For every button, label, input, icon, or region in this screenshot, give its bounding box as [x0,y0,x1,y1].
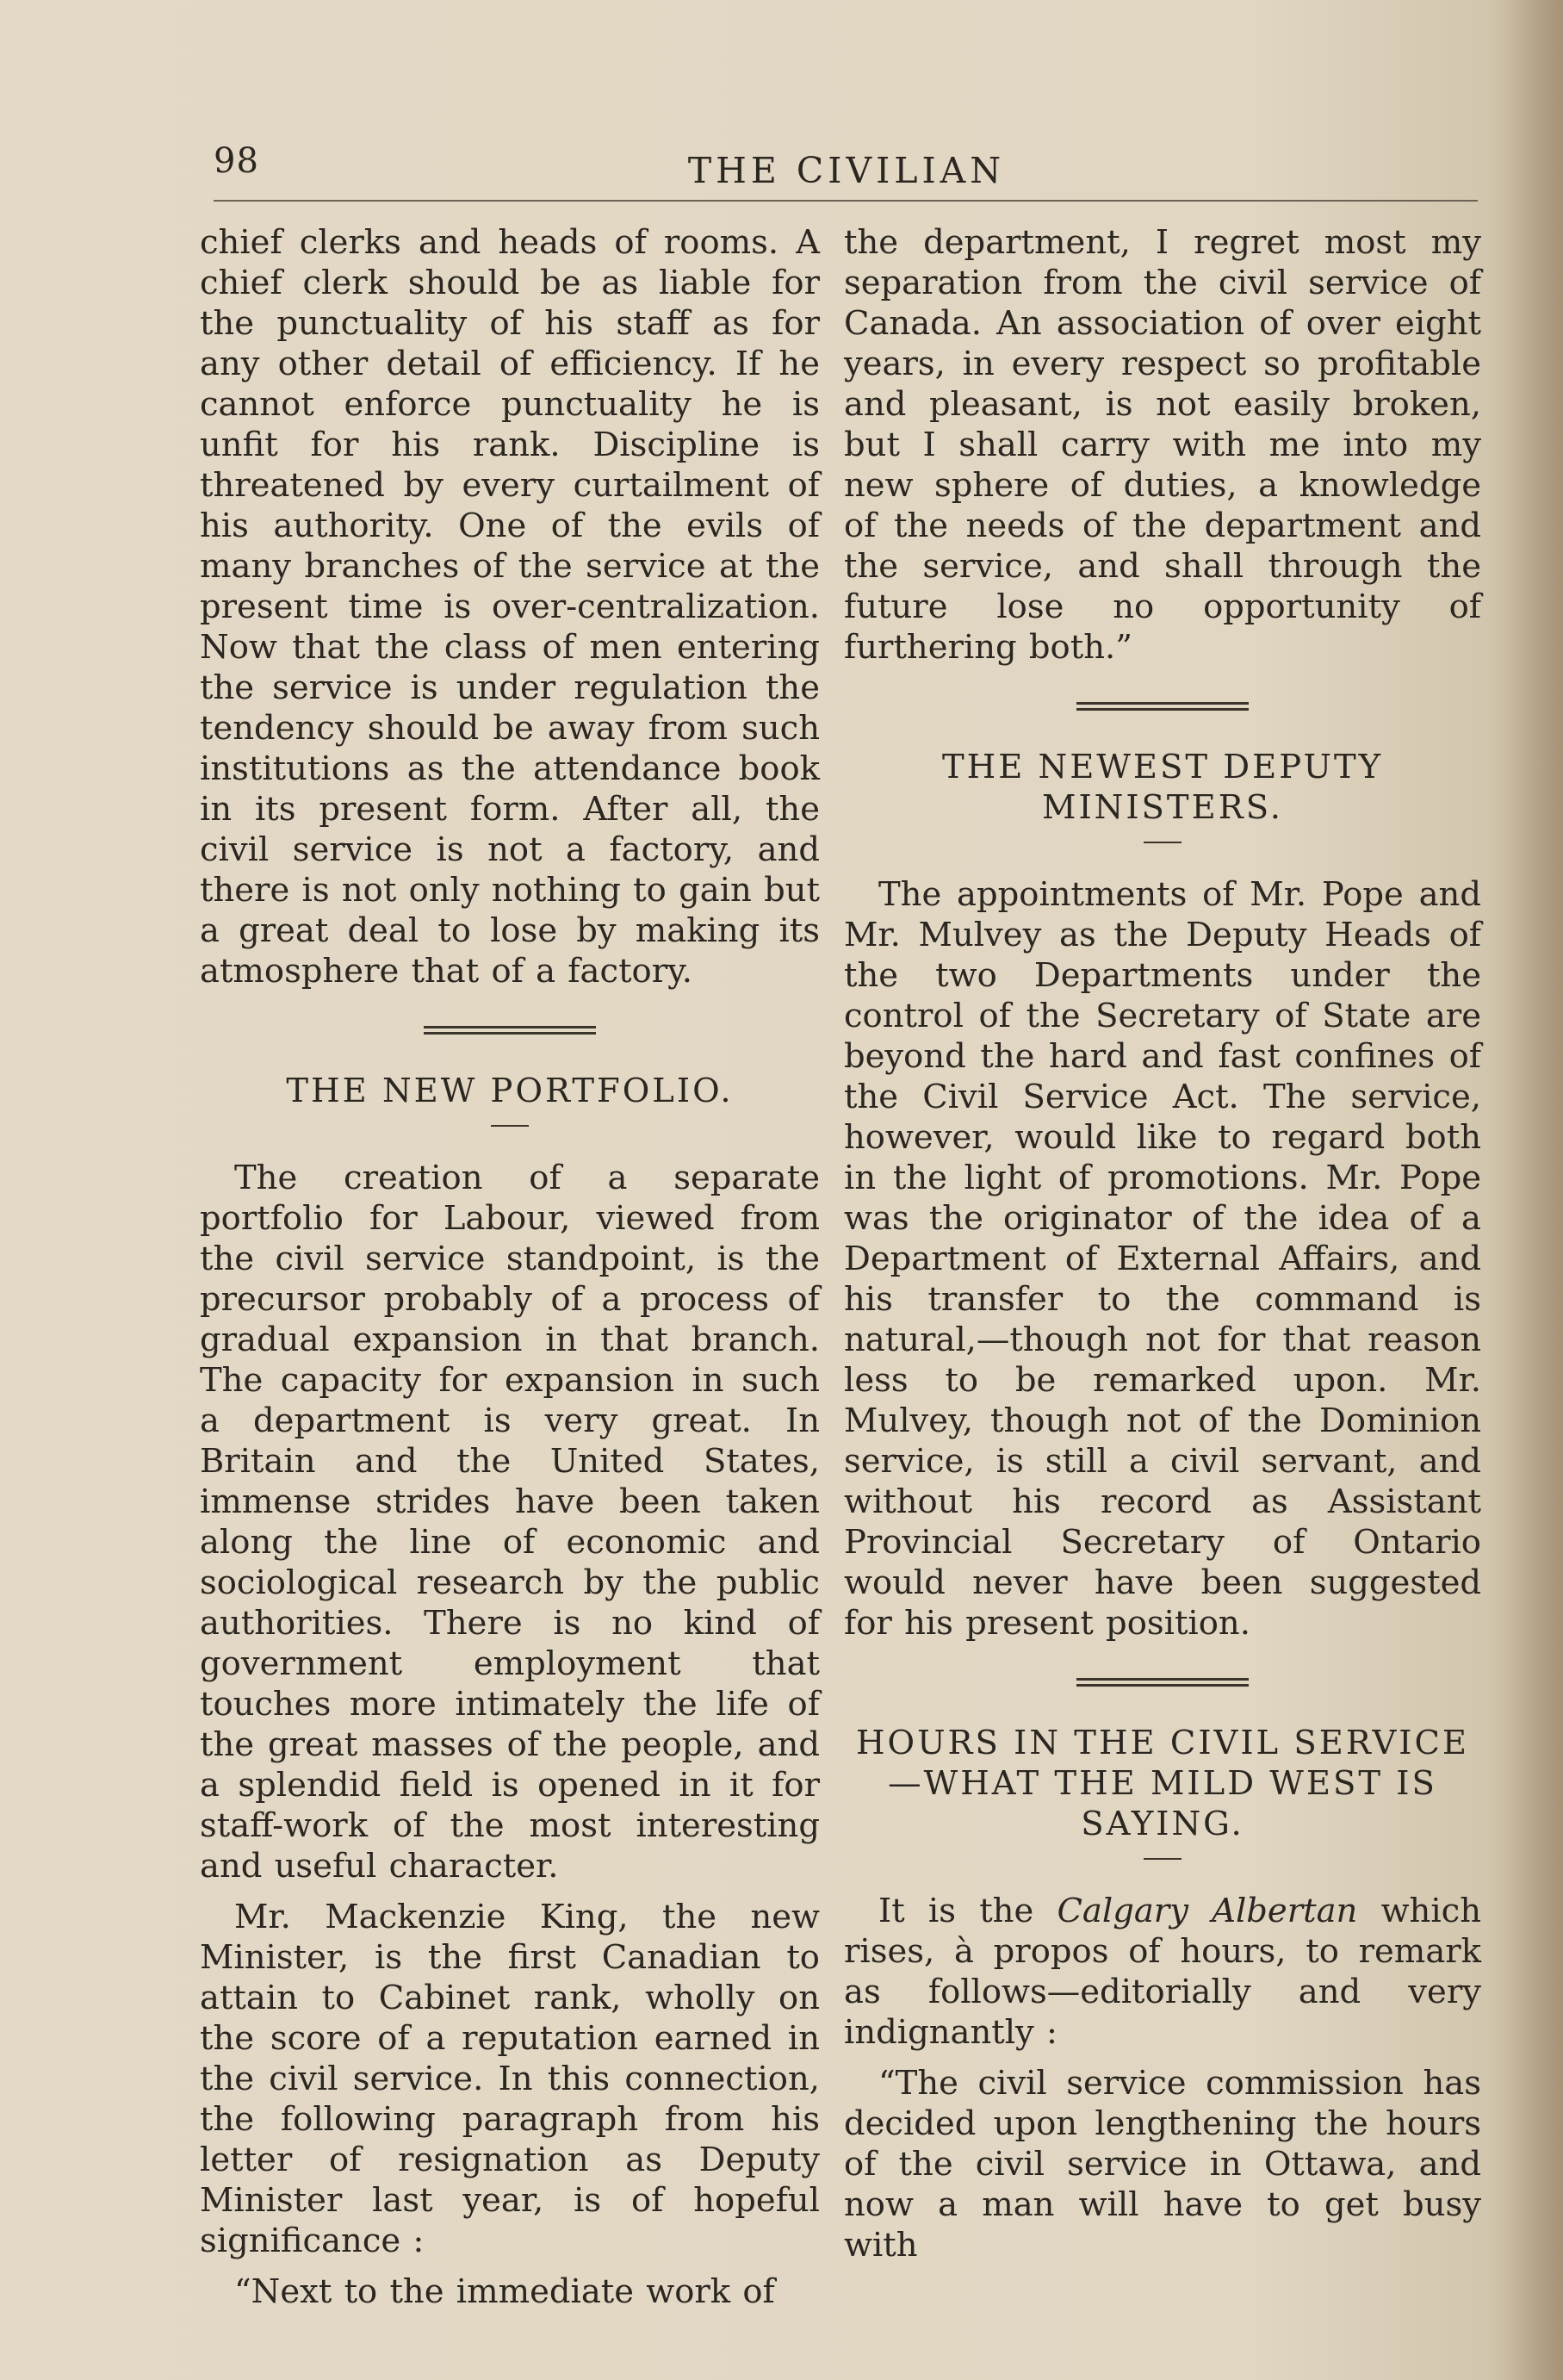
right-column [844,222,1481,2276]
left-paragraph-3: Mr. Mackenzie King, the new Minister, is the first Canadian to attain to Cabinet rank, wholly on the score of a reputation earned in the civil service. In this connection, the following paragraph from his letter of resignation as Deputy Minister last year, is of hopeful significance : [200,1898,820,2260]
heading-newest-deputy-ministers: THE NEWEST DEPUTY MINISTERS. [941,748,1384,827]
paragraph-text: It is the [878,1892,1058,1930]
section-divider [424,1026,596,1035]
header-rule [214,200,1478,202]
section-divider [1076,702,1249,711]
paragraph-text: which rises, à propos of hours, to remark as follows—editorially and very indignantly : [844,1892,1481,2052]
right-paragraph-2: The appointments of Mr. Pope and Mr. Mulvey as the Deputy Heads of the two Departments under the control of the Secretary of State are beyond the hard and fast confines of the Civil Service Act. The service, however, would like to regard both in the light of promotions. Mr. Pope was the originator of the idea of a Department of External Affairs, and his transfer to the command is natural,—though not for that reason less to be remarked upon. Mr. Mulvey, though not of the Dominion service, is still a civil servant, and without his record as Assistant Provincial Secretary of Ontario would never have been suggested for his present position. [844,875,1481,1643]
left-paragraph-4: “Next to the immediate work of [234,2272,775,2311]
right-paragraph-3 [844,1891,1481,2053]
left-paragraph-1: chief clerks and heads of rooms. A chief clerk should be as liable for the punctuality of his staff as for any other detail of efficiency. If he cannot enforce punctuality he is unfit for his rank. Discipline is threatened by every curtailment of his authority. One of the evils of many branches of the service at the present time is over-centralization. Now that the class of men entering the service is under regulation the tendency should be away from such institutions as the attendance book in its present form. After all, the civil service is not a factory, and there is not only nothing to gain but a great deal to lose by making its atmosphere that of a factory. [200,223,820,991]
heading-dash [1144,1858,1182,1860]
page-number: 98 [214,141,259,181]
right-paragraph-4: “The civil service commission has decided upon lengthening the hours of the civil service in Ottawa, and now a man will have to get busy with [844,2064,1481,2265]
heading-hours-in-civil-service: HOURS IN THE CIVIL SERVICE —WHAT THE MILD WEST IS SAYING. [855,1724,1470,1843]
page-binding-shadow [1503,0,1563,2380]
right-paragraph-1: the department, I regret most my separation from the civil service of Canada. An association of over eight years, in every respect so profitable and pleasant, is not easily broken, but I shall carry with me into my new sphere of duties, a knowledge of the needs of the department and the service, and shall through the future lose no opportunity of furthering both.” [844,223,1481,667]
left-paragraph-2: The creation of a separate portfolio for Labour, viewed from the civil service standpoint, is the precursor probably of a process of gradual expansion in that branch. The capacity for expansion in such a department is very great. In Britain and the United States, immense strides have been taken along the line of economic and sociological research by the public authorities. There is no kind of government employment that touches more intimately the life of the great masses of the people, and a splendid field is opened in it for staff-work of the most interesting and useful character. [200,1159,820,1886]
left-column [200,222,820,2322]
heading-dash [1144,842,1182,843]
page-header [214,138,1479,198]
section-divider [1076,1678,1249,1687]
journal-title: THE CIVILIAN [687,150,1006,191]
heading-new-portfolio: THE NEW PORTFOLIO. [286,1072,734,1110]
newspaper-name: Calgary Albertan [1057,1892,1358,1930]
heading-dash [491,1125,529,1127]
